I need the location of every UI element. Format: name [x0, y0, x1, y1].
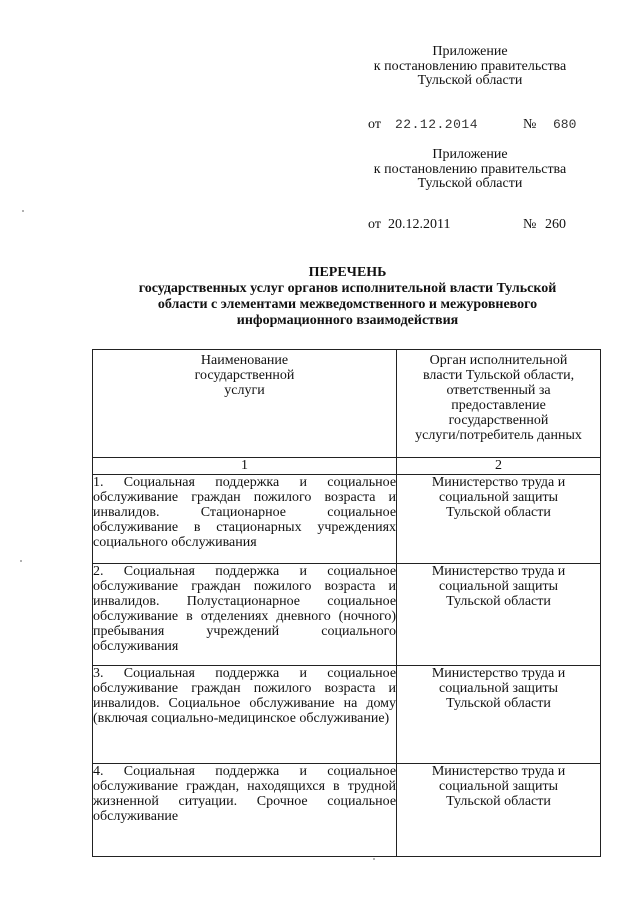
header-line: предоставление: [451, 398, 546, 413]
table-row: [93, 564, 601, 666]
service-name-cell: 3. Социальная поддержка и социальное обслуживание граждан пожилого возраста и инвалидов. Социальное обслуживание на дому (включая социально-медицинское обслуживание): [93, 666, 397, 764]
annex-region: Тульской области: [417, 176, 523, 191]
header-line: ответственный за: [446, 383, 551, 398]
service-name-cell: 1. Социальная поддержка и социальное обслуживание граждан пожилого возраста и инвалидов. Стационарное социальное обслуживание в стационарных учреждениях социального обслуживания: [93, 475, 397, 564]
service-name-cell: 4. Социальная поддержка и социальное обслуживание граждан, находящихся в трудной жизненной ситуации. Срочное социальное обслуживание: [93, 764, 397, 857]
scan-speck: [22, 210, 24, 212]
annex-header-current: [340, 45, 600, 89]
scan-speck: [20, 560, 22, 562]
column-number: 2: [397, 458, 601, 475]
decree-number: 680: [553, 117, 577, 132]
responsible-body-cell: [397, 564, 601, 666]
column-number: 1: [93, 458, 397, 475]
org-line: социальной защиты: [439, 579, 558, 594]
title-subtitle-line: государственных услуг органов исполнительной власти Тульской: [138, 281, 557, 296]
responsible-body-cell: [397, 764, 601, 857]
header-line: Наименование: [200, 353, 289, 368]
decree-date: 20.12.2011: [388, 217, 451, 232]
table-row: [93, 666, 601, 764]
header-line: Орган исполнительной: [429, 353, 568, 368]
org-line: Министерство труда и: [431, 666, 566, 681]
decree-number: 260: [545, 217, 566, 232]
decree-date-prefix: от: [368, 117, 381, 132]
responsible-body-cell: [397, 666, 601, 764]
header-responsible-body: [397, 350, 601, 458]
org-line: Министерство труда и: [431, 475, 566, 490]
header-service-name: [93, 350, 397, 458]
annex-label: Приложение: [432, 147, 508, 162]
annex-decree-text: к постановлению правительства: [373, 58, 567, 74]
annex-label: Приложение: [432, 44, 508, 59]
document-title: [60, 265, 635, 329]
table-row: [93, 475, 601, 564]
table-row: [93, 764, 601, 857]
header-line: услуги/потребитель данных: [415, 428, 582, 443]
header-line: услуги: [224, 383, 265, 398]
decree-date-prefix: от: [368, 217, 381, 232]
org-line: социальной защиты: [439, 681, 558, 696]
annex-decree-text: к постановлению правительства: [373, 161, 567, 177]
annex-header-previous: [340, 148, 600, 192]
annex-region: Тульской области: [417, 73, 523, 88]
column-number-row: [93, 458, 601, 475]
decree-number-label: №: [523, 117, 537, 132]
scan-speck: [373, 858, 375, 860]
org-line: Тульской области: [446, 505, 551, 520]
decree-number-label: №: [523, 217, 537, 232]
org-line: Тульской области: [446, 696, 551, 711]
org-line: социальной защиты: [439, 490, 558, 505]
table-header-row: [93, 350, 601, 458]
title-heading: ПЕРЕЧЕНЬ: [308, 265, 387, 280]
org-line: социальной защиты: [439, 779, 558, 794]
title-subtitle-line: информационного взаимодействия: [236, 313, 459, 328]
org-line: Министерство труда и: [431, 564, 566, 579]
header-line: государственной: [194, 368, 295, 383]
responsible-body-cell: [397, 475, 601, 564]
title-subtitle-line: области с элементами межведомственного и межуровневого: [157, 297, 538, 312]
decree-date: 22.12.2014: [395, 117, 479, 132]
service-name-cell: 2. Социальная поддержка и социальное обслуживание граждан пожилого возраста и инвалидов. Полустационарное социальное обслуживание в отделениях дневного (ночного) пребывания учреждений социального обслуживания: [93, 564, 397, 666]
header-line: государственной: [448, 413, 549, 428]
org-line: Тульской области: [446, 594, 551, 609]
org-line: Тульской области: [446, 794, 551, 809]
header-line: власти Тульской области,: [422, 368, 575, 383]
org-line: Министерство труда и: [431, 764, 566, 779]
services-table: [92, 349, 601, 857]
